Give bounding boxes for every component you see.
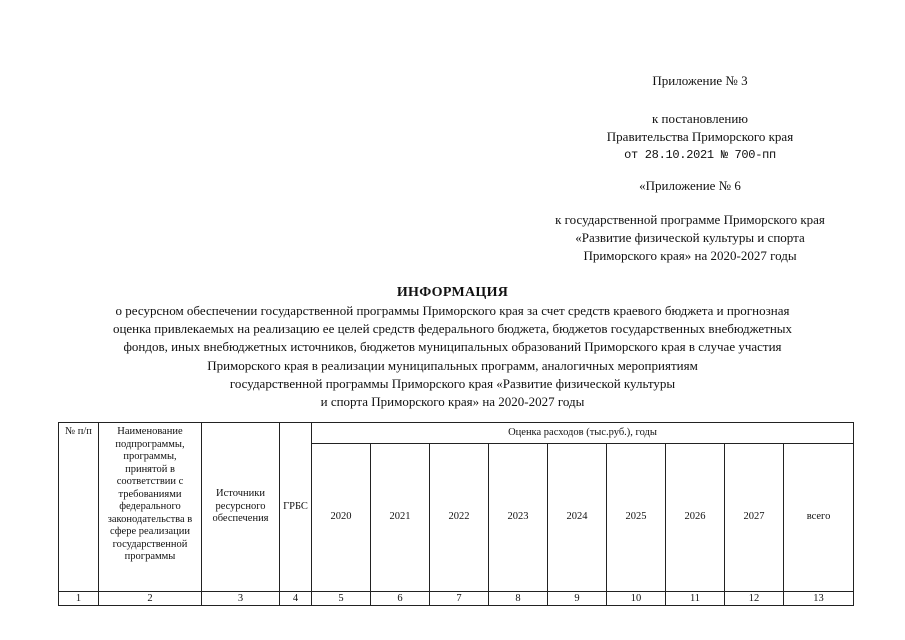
table-index-row [59, 592, 854, 606]
appendix-6-label [580, 177, 800, 195]
appendix-6-number: «Приложение № 6 [639, 178, 741, 193]
document-title: ИНФОРМАЦИЯ [396, 285, 509, 300]
appendix-number: Приложение № 3 [652, 73, 748, 88]
index-cell: 8 [489, 592, 548, 606]
program-line-2: «Развитие физической культуры и спорта [575, 230, 805, 245]
subtitle-line: фондов, иных внебюджетных источников, бюджетов муниципальных образований Приморского края в случае участия [123, 339, 782, 355]
total-cell: всего [784, 444, 854, 592]
subtitle-line: государственной программы Приморского края «Развитие физической культуры [229, 375, 676, 391]
appendix-label [600, 72, 800, 90]
index-cell: 13 [784, 592, 854, 606]
program-line-1: к государственной программе Приморского края [555, 212, 825, 227]
header-num: № п/п [59, 423, 99, 592]
resource-table [58, 422, 854, 606]
index-cell: 7 [430, 592, 489, 606]
header-program-name: Наименование подпрограммы, программы, принятой в соответствии с требованиями федерального законодательства в сфере реализации государственной программы [99, 423, 202, 592]
table-header-row [59, 423, 854, 444]
index-cell: 10 [607, 592, 666, 606]
decree-reference [560, 110, 840, 164]
year-cell: 2021 [371, 444, 430, 592]
index-cell: 6 [371, 592, 430, 606]
header-expense-estimate: Оценка расходов (тыс.руб.), годы [312, 423, 854, 444]
index-cell: 4 [280, 592, 312, 606]
year-cell: 2024 [548, 444, 607, 592]
subtitle-line: и спорта Приморского края» на 2020-2027 годы [320, 394, 585, 410]
decree-date-number: от 28.10.2021 № 700-пп [624, 148, 776, 162]
decree-line-1: к постановлению [651, 111, 749, 126]
index-cell: 2 [99, 592, 202, 606]
subtitle-line: оценка привлекаемых на реализацию ее целей средств федерального бюджета, бюджетов государственных внебюджетных [112, 321, 793, 337]
decree-line-2: Правительства Приморского края [606, 129, 794, 144]
program-reference [510, 211, 870, 265]
year-cell: 2020 [312, 444, 371, 592]
year-cell: 2027 [725, 444, 784, 592]
index-cell: 11 [666, 592, 725, 606]
document-subtitle [0, 302, 905, 411]
index-cell: 3 [202, 592, 280, 606]
header-funding-source: Источники ресурсного обеспечения [202, 423, 280, 592]
header-grbs: ГРБС [280, 423, 312, 592]
year-cell: 2025 [607, 444, 666, 592]
index-cell: 12 [725, 592, 784, 606]
year-cell: 2026 [666, 444, 725, 592]
year-cell: 2023 [489, 444, 548, 592]
year-cell: 2022 [430, 444, 489, 592]
index-cell: 5 [312, 592, 371, 606]
index-cell: 9 [548, 592, 607, 606]
program-line-3: Приморского края» на 2020-2027 годы [583, 248, 797, 263]
index-cell: 1 [59, 592, 99, 606]
subtitle-line: о ресурсном обеспечении государственной программы Приморского края за счет средств краевого бюджета и прогнозная [115, 303, 790, 318]
subtitle-line: Приморского края в реализации муниципальных программ, аналогичных мероприятиям [207, 357, 698, 373]
